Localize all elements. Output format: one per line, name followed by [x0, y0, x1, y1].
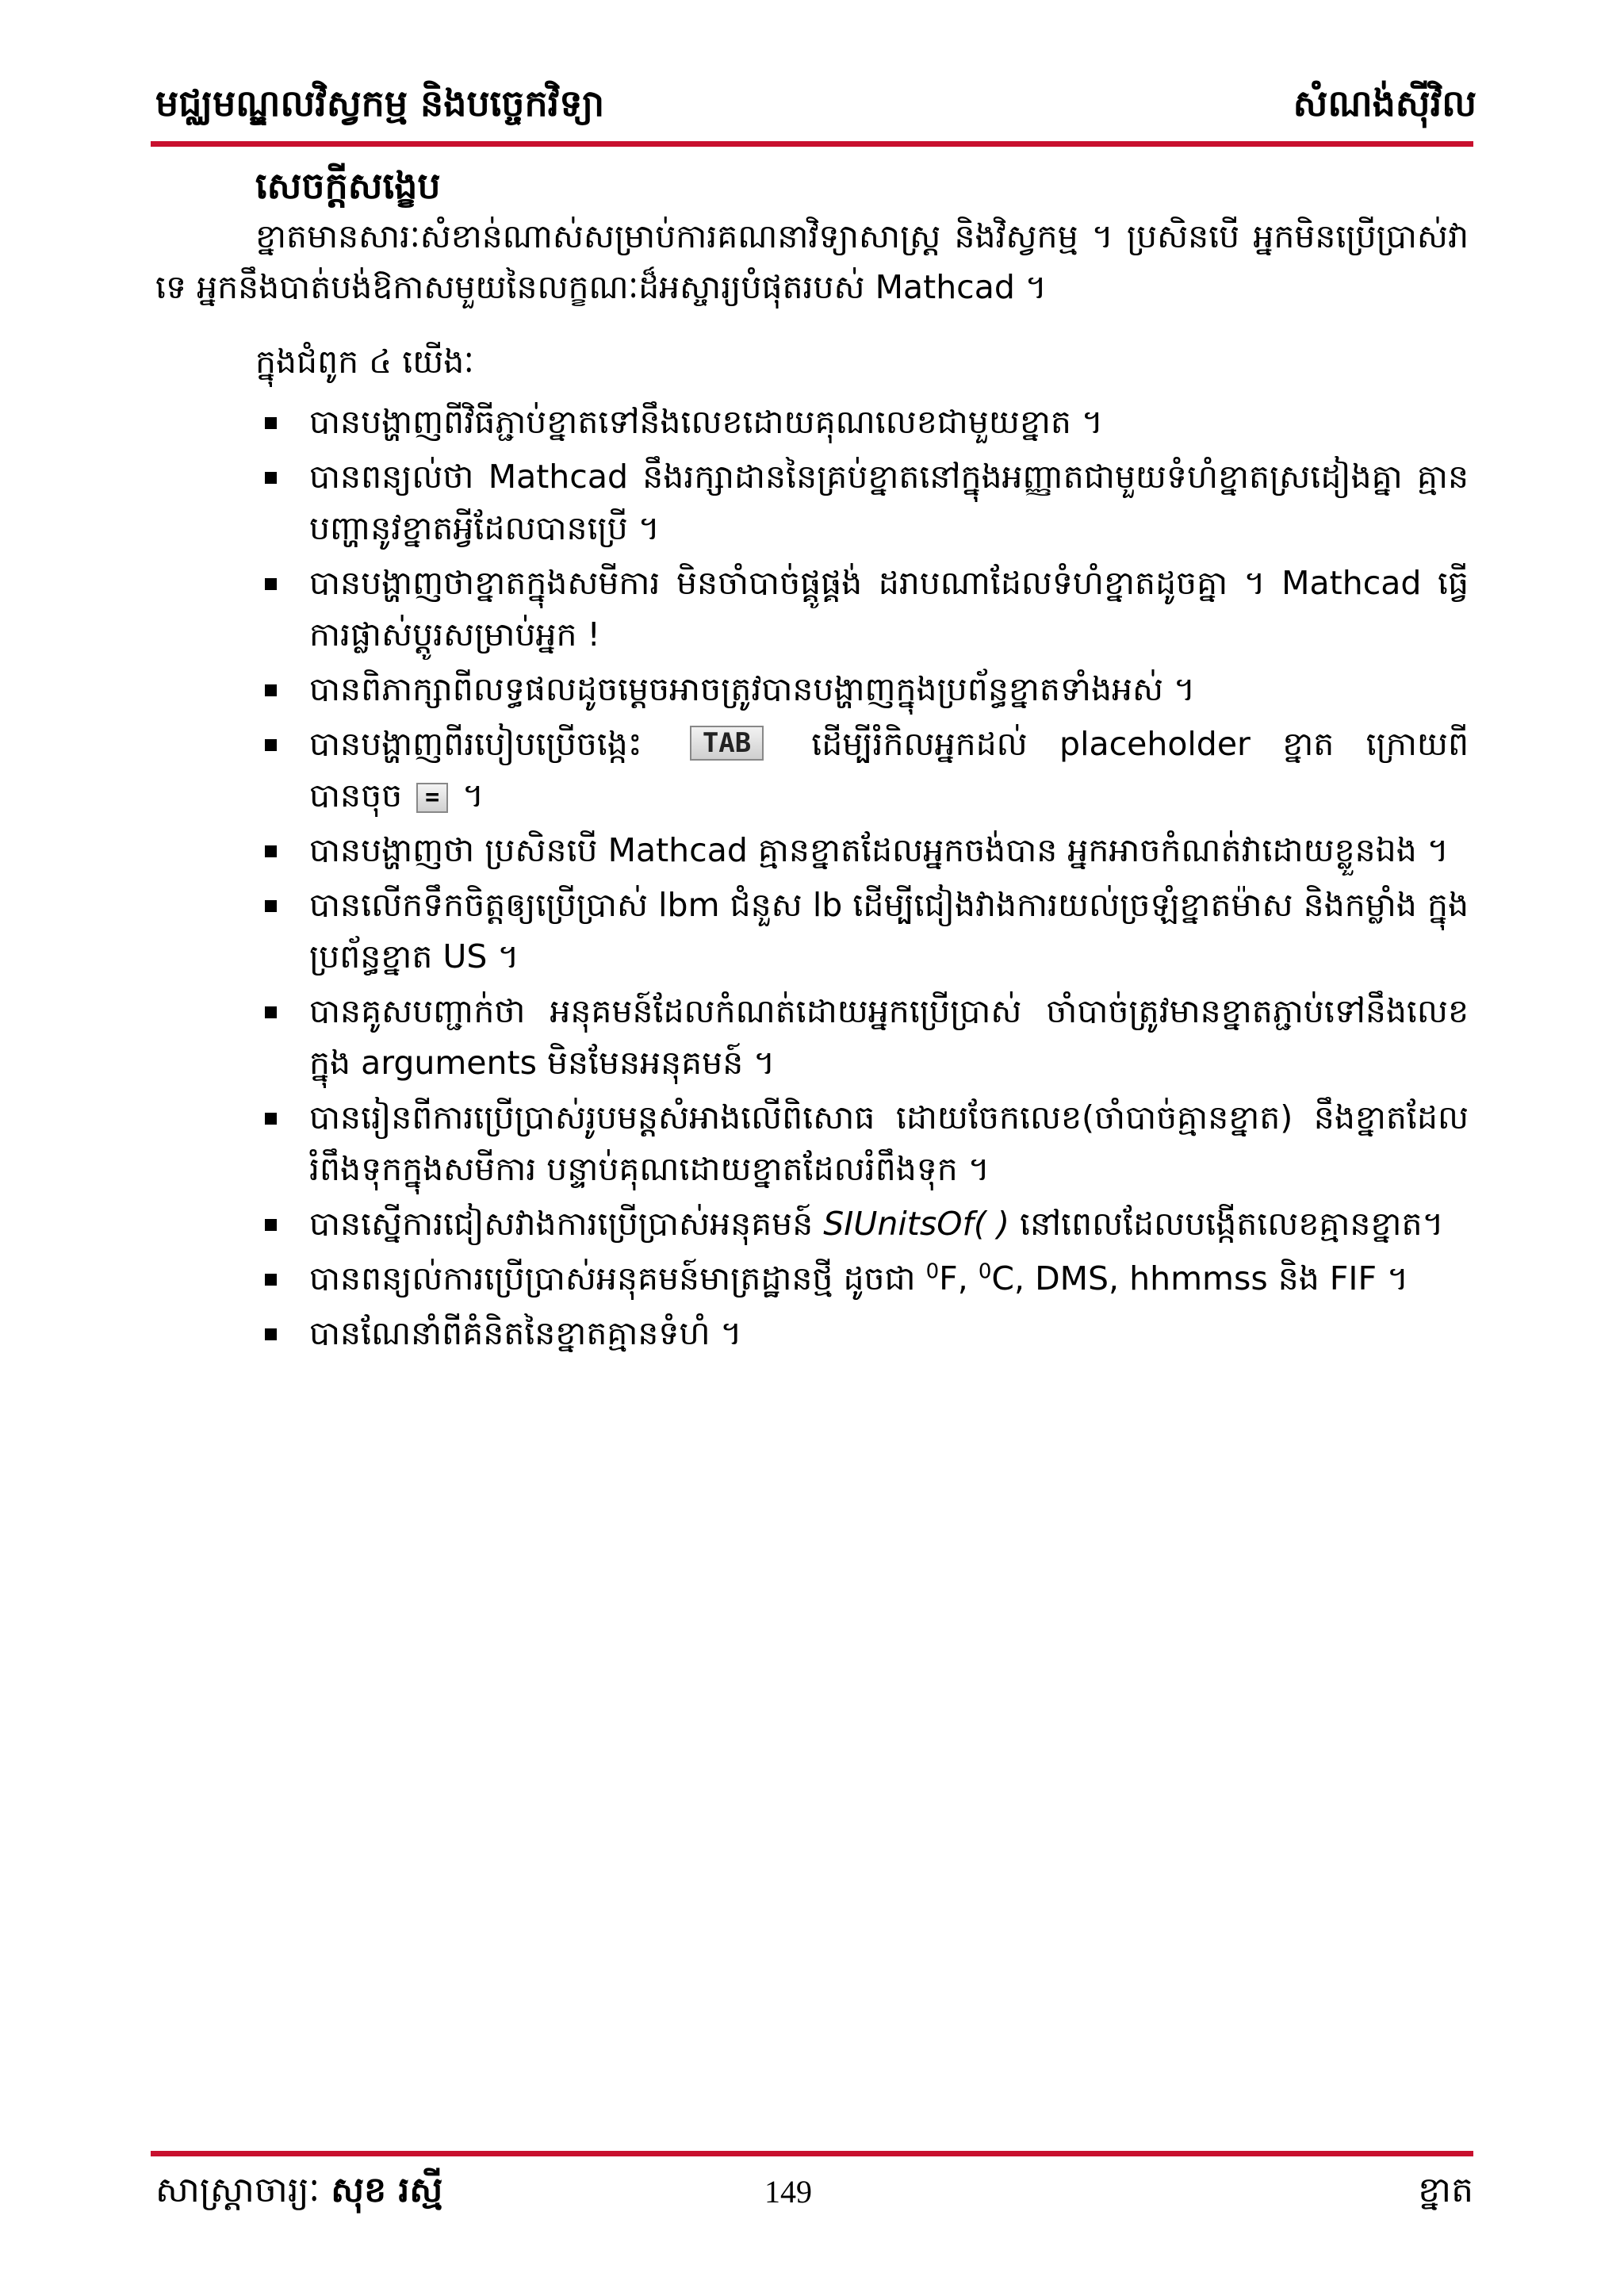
list-item — [255, 1253, 1469, 1305]
equals-key-icon: = — [416, 783, 448, 813]
summary-list — [255, 397, 1469, 1363]
list-item-text: បានពន្យល់ការប្រើប្រាស់អនុគមន៍មាត្រដ្ឋានថ្មី ដូចជា — [309, 1259, 916, 1297]
list-item-text: បានស្នើការជៀសវាងការប្រើប្រាស់អនុគមន៍ — [309, 1205, 814, 1243]
list-item-text: បានណែនាំពីគំនិតនៃខ្នាតគ្មានទំហំ ។ — [309, 1314, 742, 1352]
list-item-text: នៅពេលដែលបង្កើតលេខគ្មានខ្នាត។ — [1020, 1205, 1444, 1243]
header-institution: មជ្ឈមណ្ឌលវិស្វកម្ម និងបច្ចេកវិទ្យា — [155, 82, 605, 125]
list-item — [255, 986, 1469, 1089]
header-subject: សំណង់ស៊ីវិល — [1293, 82, 1477, 125]
bullet-icon — [265, 1219, 277, 1231]
list-item — [255, 664, 1469, 715]
author-name: សុខ រស្មី — [331, 2170, 443, 2210]
footer-rule — [151, 2151, 1473, 2156]
section-title: សេចក្តីសង្ខេប — [255, 164, 441, 207]
footer-author — [155, 2167, 442, 2214]
header-rule — [151, 141, 1473, 147]
degree-superscript: 0 — [978, 1259, 992, 1284]
tab-key-icon: TAB — [690, 726, 764, 761]
footer-chapter: ខ្នាត — [1418, 2170, 1473, 2210]
list-item — [255, 719, 1469, 822]
bullet-icon — [265, 417, 277, 429]
degree-superscript: 0 — [925, 1259, 940, 1284]
list-item — [255, 1308, 1469, 1359]
bullet-icon — [265, 1328, 277, 1340]
bullet-icon — [265, 900, 277, 912]
list-item-text: ។ — [462, 776, 485, 815]
bullet-icon — [265, 845, 277, 857]
list-item — [255, 880, 1469, 983]
bullet-icon — [265, 739, 277, 751]
list-item-text: បានពន្យល់ថា Mathcad នឹងរក្សាដាននៃគ្រប់ខ្នាតនៅក្នុងអញ្ញាតជាមួយទំហំខ្នាតស្រដៀងគ្នា គ្មានបញ្ហានូវខ្នាតអ្វីដែលបានប្រើ ។ — [309, 458, 1469, 547]
list-item-text: បានពិភាក្សាពីលទ្ធផលដូចម្តេចអាចត្រូវបានបង្ហាញក្នុងប្រព័ន្ធខ្នាតទាំងអស់ ។ — [309, 670, 1196, 708]
lead-line: ក្នុងជំពូក ៤ យើងៈ — [255, 343, 474, 381]
intro-paragraph: ខ្នាតមានសារៈសំខាន់ណាស់សម្រាប់ការគណនាវិទ្យាសាស្ត្រ និងវិស្វកម្ម ។ ប្រសិនបើ អ្នកមិនប្រើប្រាស់វាទេ អ្នកនឹងបាត់បង់ឱកាសមួយនៃលក្ខណៈដ៏អស្ចារ្យបំផុតរបស់ Mathcad ។ — [155, 217, 1469, 306]
bullet-icon — [265, 684, 277, 696]
list-item — [255, 451, 1469, 554]
function-name: SIUnitsOf( ) — [823, 1205, 1009, 1243]
list-item — [255, 825, 1469, 876]
bullet-icon — [265, 1113, 277, 1125]
bullet-icon — [265, 578, 277, 590]
list-item-text: បានរៀនពីការប្រើប្រាស់រូបមន្តសំអាងលើពិសោធ ដោយចែកលេខ(ចាំបាច់គ្មានខ្នាត) នឹងខ្នាតដែលរំពឹងទុកក្នុងសមីការ បន្ទាប់គុណដោយខ្នាតដែលរំពឹងទុក ។ — [309, 1098, 1469, 1188]
list-item-text: បានលើកទឹកចិត្តឲ្យប្រើប្រាស់ lbm ជំនួស lb ដើម្បីជៀងវាងការយល់ច្រឡំខ្នាតម៉ាស និងកម្លាំង ក្នុងប្រព័ន្ធខ្នាត US ។ — [309, 886, 1469, 976]
list-item — [255, 558, 1469, 661]
list-item-text: បានបង្ហាញពីរបៀបប្រើចង្កេះ — [309, 725, 642, 763]
list-item-text: បានបង្ហាញថាខ្នាតក្នុងសមីការ មិនចាំបាច់ផ្គូផ្គង់ ដរាបណាដែលទំហំខ្នាតដូចគ្នា ។ Mathcad ធ្វើការផ្លាស់ប្តូរសម្រាប់អ្នក ! — [309, 564, 1469, 654]
unit-text: C, DMS, hhmmss និង FIF ។ — [991, 1259, 1409, 1297]
author-label: សាស្ត្រាចារ្យៈ — [155, 2170, 320, 2210]
bullet-icon — [265, 1274, 277, 1286]
unit-text: F, — [939, 1259, 968, 1297]
list-item-text: បានបង្ហាញថា ប្រសិនបើ Mathcad គ្មានខ្នាតដែលអ្នកចង់បាន អ្នកអាចកំណត់វាដោយខ្លួនឯង ។ — [309, 831, 1449, 869]
list-item-text: បានបង្ហាញពីវិធីភ្ជាប់ខ្នាតទៅនឹងលេខដោយគុណលេខជាមួយខ្នាត ។ — [309, 403, 1103, 441]
list-item-text: បានគូសបញ្ជាក់ថា អនុគមន៍ដែលកំណត់ដោយអ្នកប្រើប្រាស់ ចាំបាច់ត្រូវមានខ្នាតភ្ជាប់ទៅនឹងលេខក្នុង arguments មិនមែនអនុគមន៍ ។ — [309, 992, 1469, 1082]
list-item-text: ដើម្បីរំកិលអ្នកដល់ placeholder ខ្នាត ក្រោយពីបានចុច — [309, 725, 1469, 815]
bullet-icon — [265, 472, 277, 484]
page-number: 149 — [764, 2174, 812, 2210]
list-item — [255, 397, 1469, 448]
list-item — [255, 1198, 1469, 1250]
list-item — [255, 1092, 1469, 1195]
bullet-icon — [265, 1006, 277, 1018]
